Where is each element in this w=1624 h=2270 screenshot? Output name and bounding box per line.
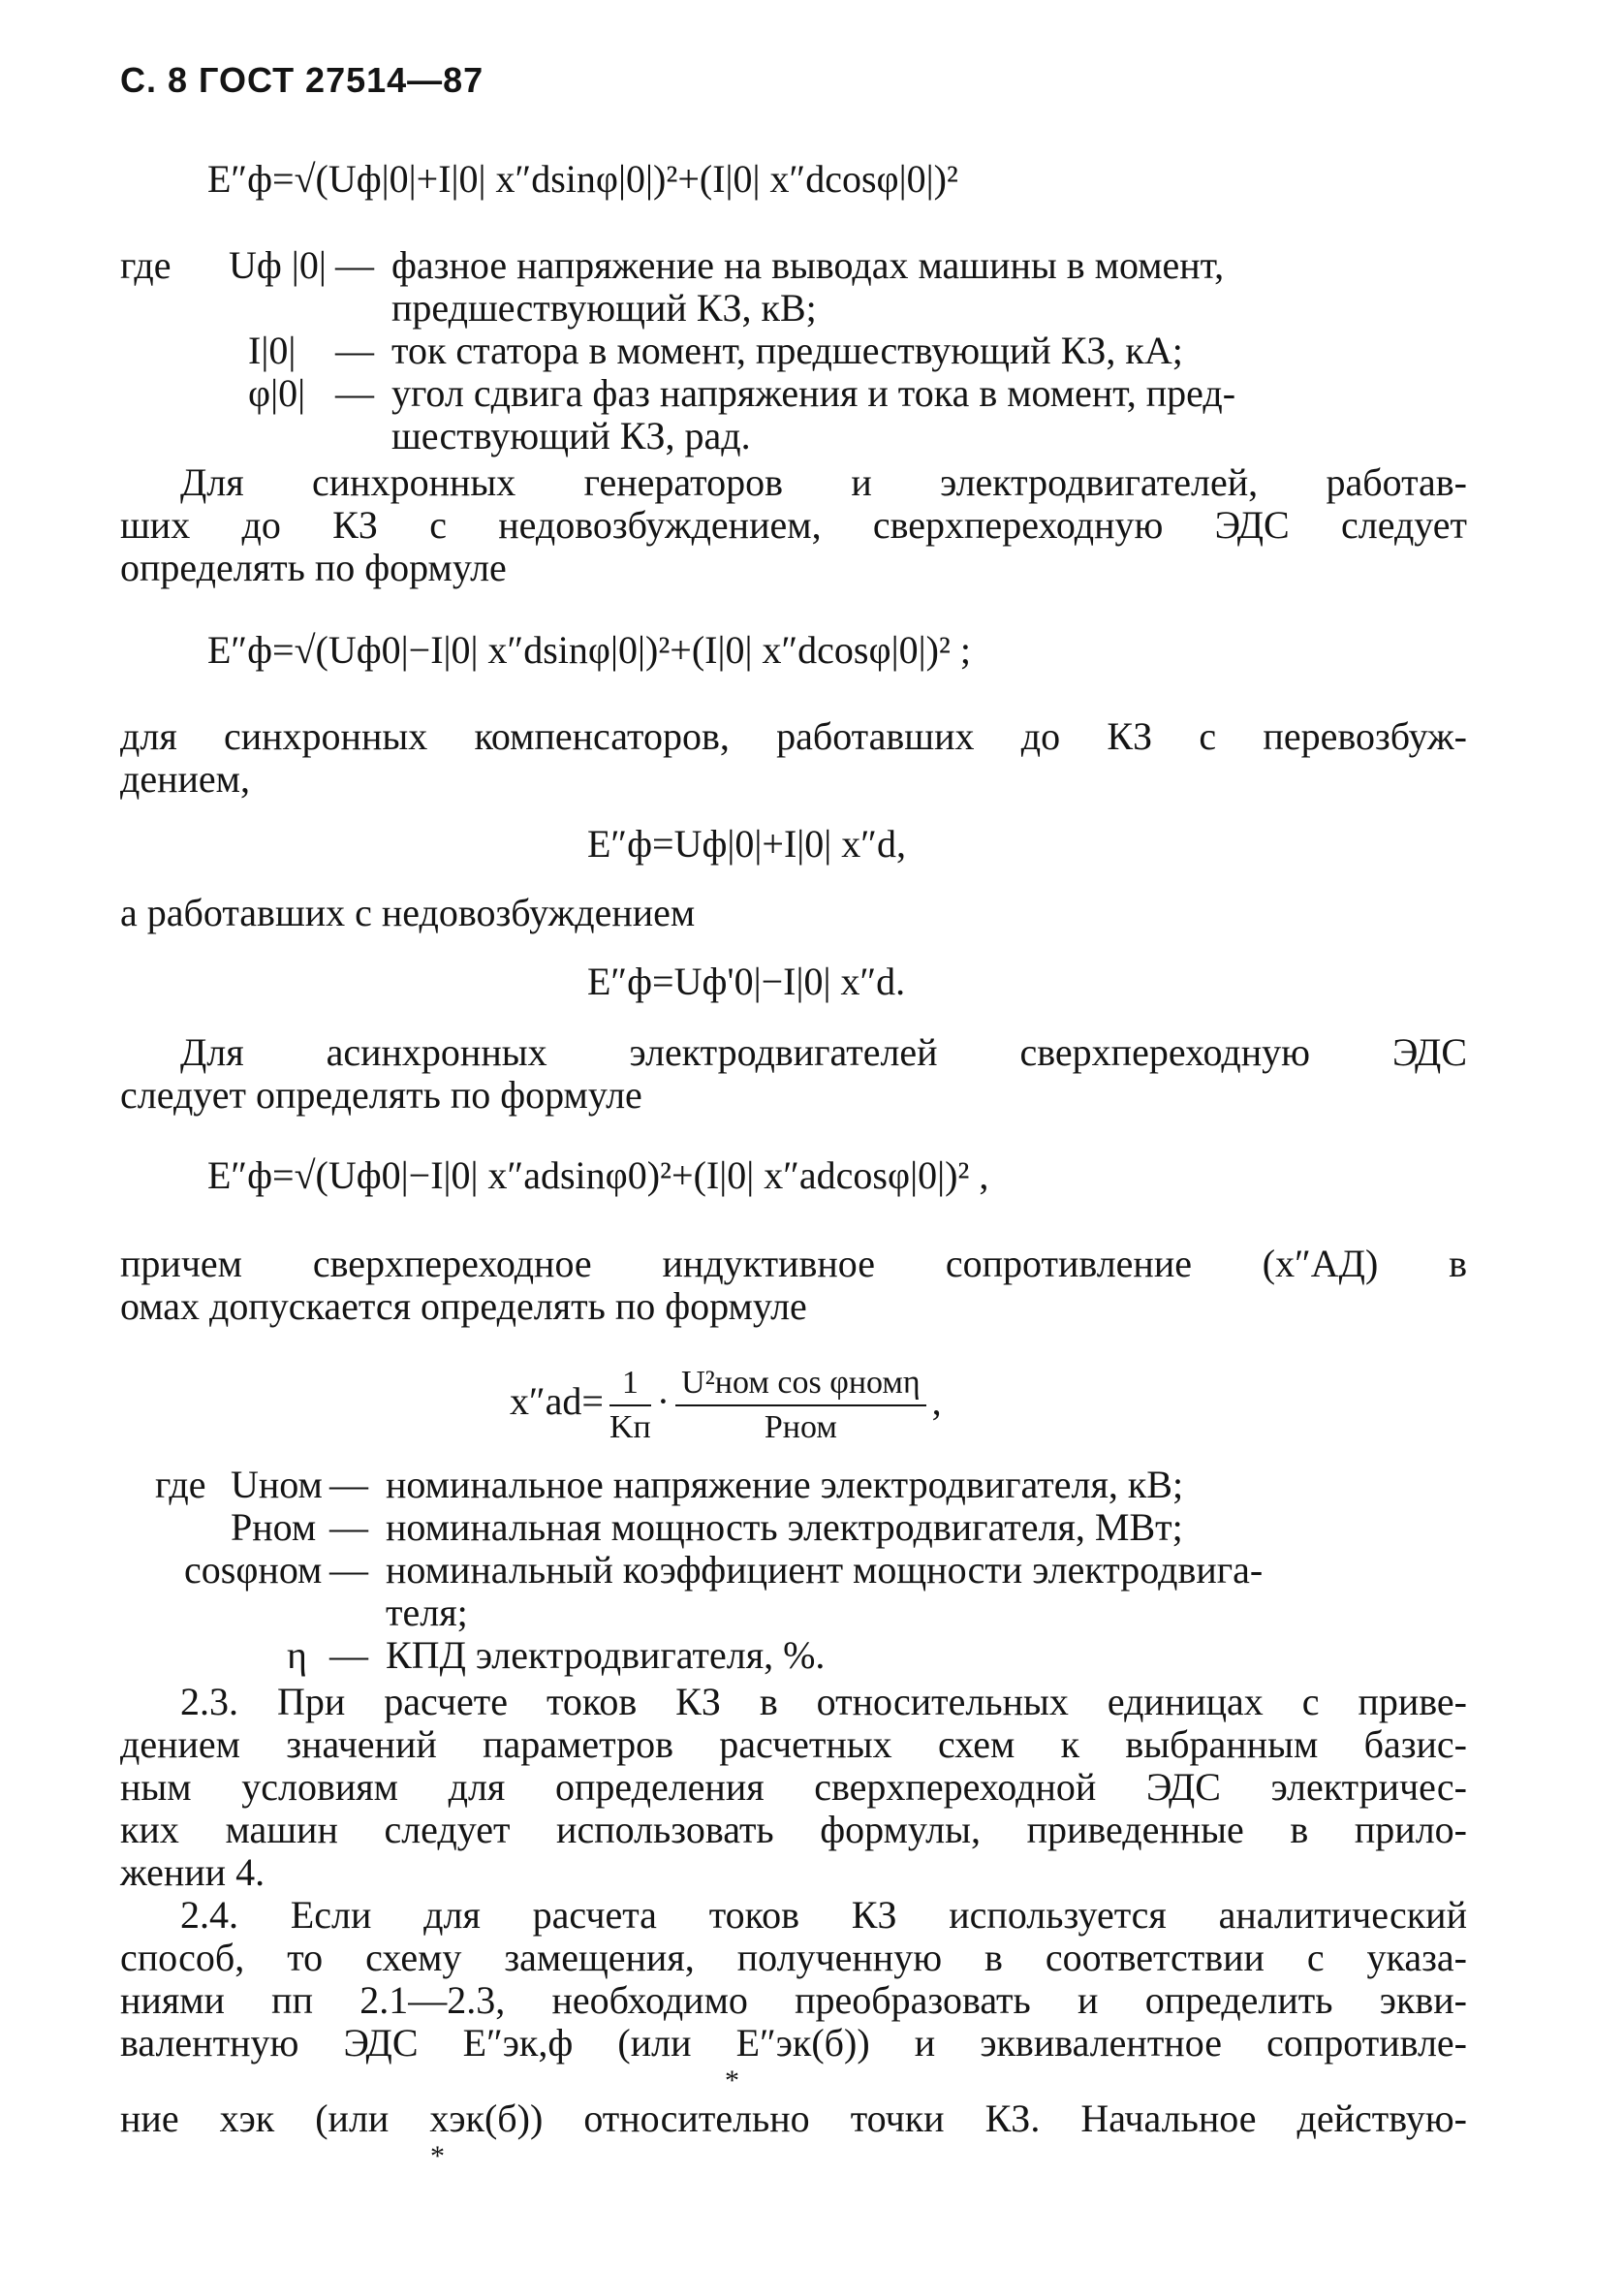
fraction-denominator: Kп [609, 1408, 651, 1445]
definition-text: теля; [386, 1591, 468, 1634]
paragraph-line: ких машин следует использовать формулы, приведенные в прило- [120, 1808, 1467, 1851]
definition-term-i-stator: I|0| [248, 329, 297, 372]
paragraph-line: дением, [120, 757, 250, 801]
paragraph-line: Для асинхронных электродвигателей сверхпереходную ЭДС [180, 1030, 1467, 1074]
definition-text: шествующий КЗ, рад. [391, 414, 751, 457]
paragraph-line: дением значений параметров расчетных схем к выбранным базис- [120, 1722, 1467, 1766]
formula-reactance-ad [510, 1355, 942, 1449]
definition-term-p-nom: Pном [231, 1505, 317, 1549]
fraction-denominator: Pном [764, 1408, 837, 1445]
definition-dash: — [329, 1505, 368, 1549]
definition-term-u-nom: Uном [231, 1463, 323, 1506]
definition-dash: — [335, 371, 374, 415]
definition-text: предшествующий КЗ, кВ; [391, 286, 817, 330]
paragraph-line: способ, то схему замещения, полученную в соответствии с указа- [120, 1936, 1467, 1979]
paragraph-line: ших до КЗ с недовозбуждением, сверхпереходную ЭДС следует [120, 503, 1467, 547]
paragraph-line: для синхронных компенсаторов, работавших до КЗ с перевозбуж- [120, 714, 1467, 758]
paragraph-line: 2.3. При расчете токов КЗ в относительных единицах с приве- [180, 1680, 1467, 1723]
definition-text: угол сдвига фаз напряжения и тока в момент, пред- [391, 371, 1236, 415]
definition-dash: — [335, 329, 374, 372]
paragraph-line: валентную ЭДС E″эк,ф (или E″эк(б)) и эквивалентное сопротивле- [120, 2021, 1467, 2065]
fraction-numerator: U²ном cos φномη [675, 1362, 926, 1406]
definition-dash: — [329, 1548, 368, 1592]
fraction-2 [675, 1362, 926, 1449]
definition-text: КПД электродвигателя, %. [386, 1633, 826, 1677]
fraction-numerator: 1 [609, 1362, 651, 1406]
definition-where-label: где [120, 243, 172, 287]
formula-compensator-underexcited: E″ф=Uф'0|−I|0| x″d. [587, 960, 906, 1003]
definition-text: номинальный коэффициент мощности электродвига- [386, 1548, 1264, 1592]
definition-text: номинальная мощность электродвигателя, МВт; [386, 1505, 1183, 1549]
definition-dash: — [329, 1633, 368, 1677]
paragraph-line: Для синхронных генераторов и электродвигателей, работав- [180, 460, 1467, 504]
star-mark: * [725, 2065, 739, 2097]
formula-subtransient-emf-underexcited: E″ф=√(Uф0|−I|0| x″dsinφ|0|)²+(I|0| x″dcosφ|0|)² ; [207, 628, 972, 672]
definition-dash: — [335, 243, 374, 287]
paragraph-line: жении 4. [120, 1850, 265, 1894]
definition-dash: — [329, 1463, 368, 1506]
paragraph-line: определять по формуле [120, 546, 507, 589]
formula-subtransient-emf-overexcited: E″ф=√(Uф|0|+I|0| x″dsinφ|0|)²+(I|0| x″dcosφ|0|)² [207, 157, 958, 201]
paragraph-line: причем сверхпереходное индуктивное сопротивление (x″АД) в [120, 1242, 1467, 1285]
formula-async-motor-emf: E″ф=√(Uф0|−I|0| x″adsinφ0)²+(I|0| x″adcosφ|0|)² , [207, 1153, 989, 1197]
definition-text: ток статора в момент, предшествующий КЗ, кА; [391, 329, 1183, 372]
paragraph-line: следует определять по формуле [120, 1073, 642, 1117]
definition-where-label: где [155, 1463, 206, 1506]
definition-text: фазное напряжение на выводах машины в момент, [391, 243, 1225, 287]
paragraph-line: омах допускается определять по формуле [120, 1284, 807, 1328]
formula-tail: , [931, 1379, 942, 1423]
multiply-dot: · [656, 1379, 671, 1423]
definition-text: номинальное напряжение электродвигателя, кВ; [386, 1463, 1184, 1506]
formula-lhs: x″ad= [510, 1379, 604, 1423]
fraction-1 [609, 1362, 651, 1449]
page-header: С. 8 ГОСТ 27514—87 [120, 60, 484, 100]
paragraph-line: ние xэк (или xэк(б)) относительно точки КЗ. Начальное действую- [120, 2097, 1467, 2140]
star-mark: * [430, 2140, 445, 2172]
paragraph-line: 2.4. Если для расчета токов КЗ используется аналитический [180, 1893, 1467, 1937]
definition-term-u-phase: Uф |0| [229, 243, 327, 287]
definition-term-phi: φ|0| [248, 371, 306, 415]
paragraph-line: ным условиям для определения сверхпереходной ЭДС электричес- [120, 1765, 1467, 1809]
formula-compensator-overexcited: E″ф=Uф|0|+I|0| x″d, [587, 822, 906, 866]
paragraph-line: а работавших с недовозбуждением [120, 891, 696, 934]
definition-term-eta: η [287, 1633, 307, 1677]
definition-term-cosphi-nom: cosφном [184, 1548, 323, 1592]
paragraph-line: ниями пп 2.1—2.3, необходимо преобразовать и определить экви- [120, 1978, 1467, 2022]
